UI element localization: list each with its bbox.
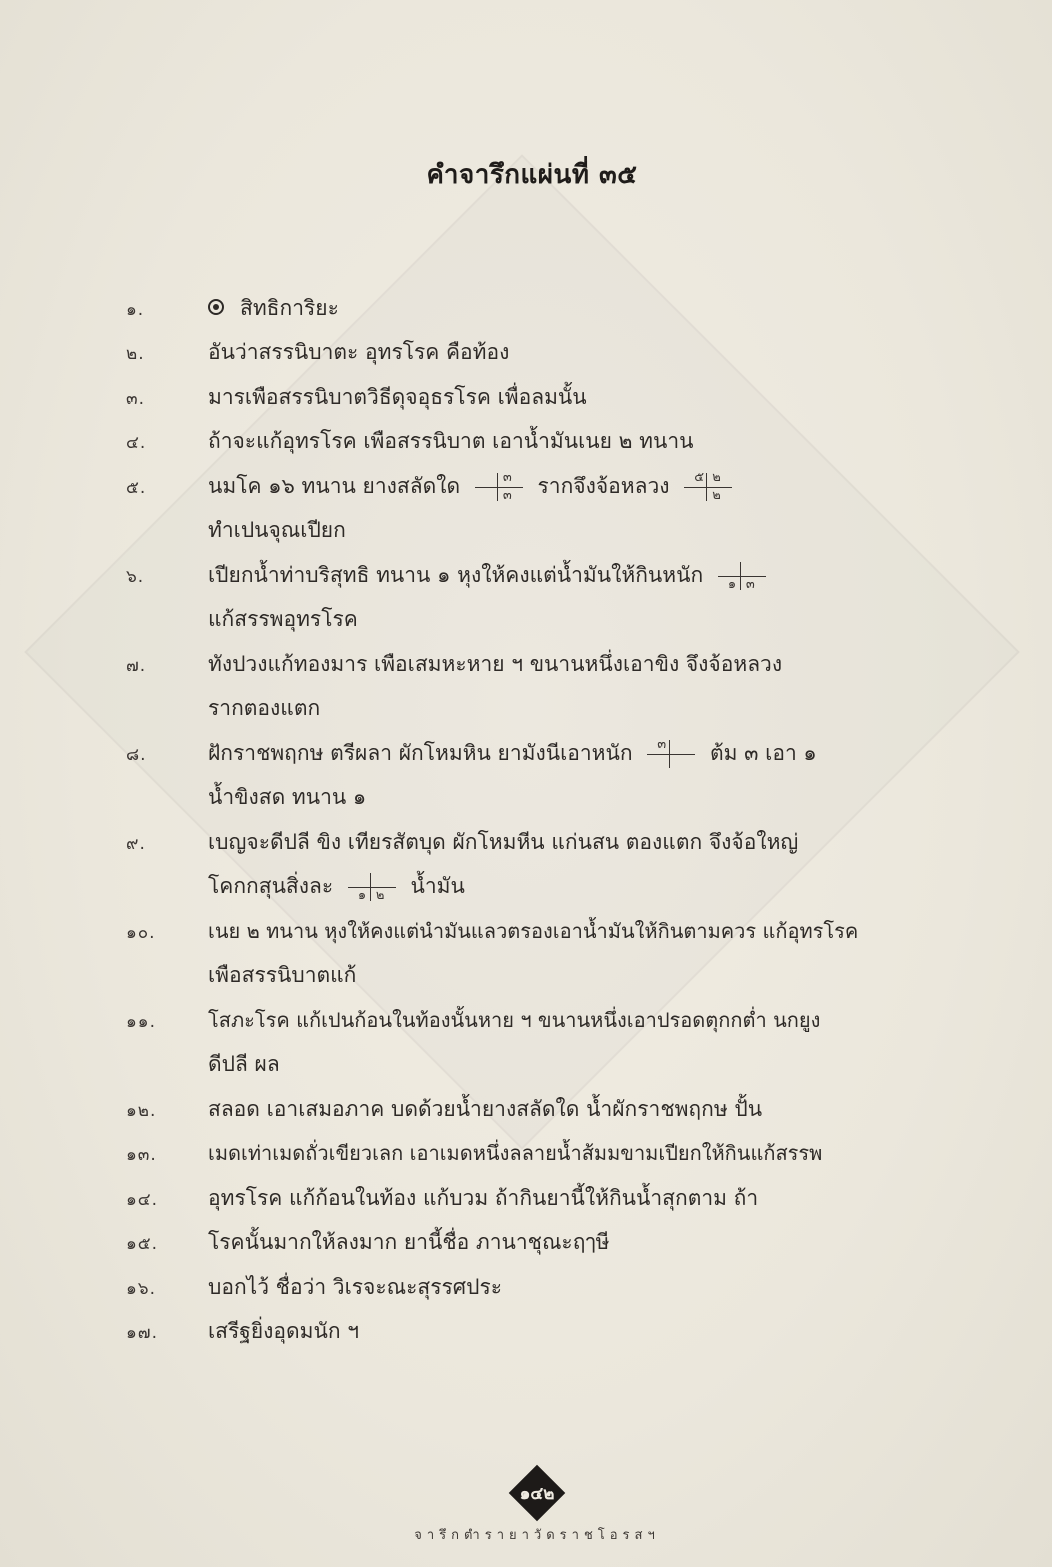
line-number: ๑๓. <box>126 1145 157 1165</box>
text-line <box>0 425 1052 461</box>
text-line <box>0 826 1052 862</box>
text-line <box>0 781 1052 817</box>
line-number: ๑๔. <box>126 1190 159 1210</box>
line-number: ๑๒. <box>126 1101 157 1121</box>
bullet-circle-icon <box>208 299 224 315</box>
page-number: ๑๔๒ <box>519 1484 555 1504</box>
line-text: โรคนั้นมากให้ลงมาก ยานี้ชื่อ ภานาชุณะฤๅษี <box>208 1230 610 1254</box>
line-text: แก้สรรพอุทรโรค <box>208 607 358 631</box>
footer-title: จารึกตำรายาวัดราชโอรสฯ <box>414 1528 660 1543</box>
text-line <box>0 381 1052 417</box>
text-line <box>0 292 1052 328</box>
line-text: ถ้าจะแก้อุทรโรค เพือสรรนิบาต เอาน้ำมันเนย ๒ ทนาน <box>208 429 694 453</box>
text-line <box>0 336 1052 372</box>
line-text: ทังปวงแก้ทองมาร เพือเสมหะหาย ฯ ขนานหนึ่งเอาขิง จึงจ้อหลวง <box>208 652 783 676</box>
line-number: ๒. <box>126 344 145 364</box>
text-line <box>0 1004 1052 1040</box>
line-number: ๓. <box>126 389 146 409</box>
text-line <box>0 603 1052 639</box>
text-line <box>0 1315 1052 1351</box>
text-line <box>0 737 1052 773</box>
text-line <box>0 1182 1052 1218</box>
text-line <box>0 915 1052 951</box>
line-number: ๑. <box>126 300 145 320</box>
line-number: ๗. <box>126 656 147 676</box>
line-text: อุทรโรค แก้ก้อนในท้อง แก้บวม ถ้ากินยานี้ให้กินน้ำสุกตาม ถ้า <box>208 1186 759 1210</box>
line-number: ๑๖. <box>126 1279 156 1299</box>
measure-fraction: ๓ <box>645 738 697 770</box>
line-text: ดีปลี ผล <box>208 1052 280 1076</box>
line-text: เปียกน้ำท่าบริสุทธิ ทนาน ๑ หุงให้คงแต่น้ำมันให้กินหนัก <box>208 563 704 587</box>
measure-fraction: ๑ ๓ <box>716 560 768 592</box>
line-text: รากตองแตก <box>208 696 321 720</box>
line-text: เบญจะดีปลี ขิง เทียรสัตบุด ผักโหมหีน แก่นสน ตองแตก จึงจ้อใหญ่ <box>208 830 799 854</box>
line-text: เนย ๒ ทนาน หุงให้คงแต่นำมันแลวตรองเอาน้ำมันให้กินตามควร แก้อุทรโรค <box>208 919 859 943</box>
line-number: ๘. <box>126 745 147 765</box>
page-title: คำจารึกแผ่นที่ ๓๕ <box>426 160 638 190</box>
text-line <box>0 1093 1052 1129</box>
text-line <box>0 470 1052 506</box>
line-text: สิทธิการิยะ <box>240 296 339 320</box>
line-number: ๕. <box>126 478 147 498</box>
measure-fraction: ๑ ๒ <box>346 871 398 903</box>
text-line <box>0 1048 1052 1084</box>
line-text: น้ำมัน <box>410 874 465 898</box>
text-line <box>0 870 1052 906</box>
text-line <box>0 559 1052 595</box>
page-number-badge <box>510 1466 564 1520</box>
line-number: ๖. <box>126 567 145 587</box>
line-text: เพือสรรนิบาตแก้ <box>208 963 357 987</box>
text-line <box>0 514 1052 550</box>
line-text: น้ำขิงสด ทนาน ๑ <box>208 785 367 809</box>
line-text: โคกกสุนสิ่งละ <box>208 874 334 898</box>
line-number: ๑๐. <box>126 923 156 943</box>
text-line <box>0 1271 1052 1307</box>
text-line <box>0 1226 1052 1262</box>
line-text: สลอด เอาเสมอภาค บดด้วยน้ำยางสลัดใด น้ำผักราชพฤกษ ปั้น <box>208 1097 763 1121</box>
line-text: มารเพือสรรนิบาตวิธีดุจอุธรโรค เพื่อลมนั้น <box>208 385 587 409</box>
line-number: ๑๕. <box>126 1234 159 1254</box>
line-text: ทำเปนจุณเปียก <box>208 518 346 542</box>
line-text: บอกไว้ ชื่อว่า วิเรจะณะสุรรศประ <box>208 1275 502 1299</box>
measure-fraction: ๕ ๒ ๒ <box>682 471 734 503</box>
line-text: นมโค ๑๖ ทนาน ยางสลัดใด <box>208 474 461 498</box>
line-text: โสภะโรค แก้เปนก้อนในท้องนั้นหาย ฯ ขนานหนึ่งเอาปรอดตุกกต่ำ นกยูง <box>208 1008 821 1032</box>
line-text: เมดเท่าเมดถั่วเขียวเลก เอาเมดหนึ่งลลายน้ำส้มมขามเปียกให้กินแก้สรรพ <box>208 1141 823 1165</box>
line-text: ต้ม ๓ เอา ๑ <box>709 741 817 765</box>
text-line <box>0 648 1052 684</box>
line-number: ๔. <box>126 433 147 453</box>
line-text: รากจึงจ้อหลวง <box>537 474 670 498</box>
measure-fraction: ๓ ๓ <box>473 471 525 503</box>
line-text: ฝักราชพฤกษ ตรีผลา ผักโหมหิน ยามังนีเอาหนัก <box>208 741 633 765</box>
line-number: ๑๗. <box>126 1323 158 1343</box>
line-text: เสรีฐยิ่งอุดมนัก ฯ <box>208 1319 360 1343</box>
text-line <box>0 959 1052 995</box>
line-number: ๑๑. <box>126 1012 156 1032</box>
line-number: ๙. <box>126 834 146 854</box>
line-text: อันว่าสรรนิบาตะ อุทรโรค คือท้อง <box>208 340 510 364</box>
text-line <box>0 1137 1052 1173</box>
text-line <box>0 692 1052 728</box>
